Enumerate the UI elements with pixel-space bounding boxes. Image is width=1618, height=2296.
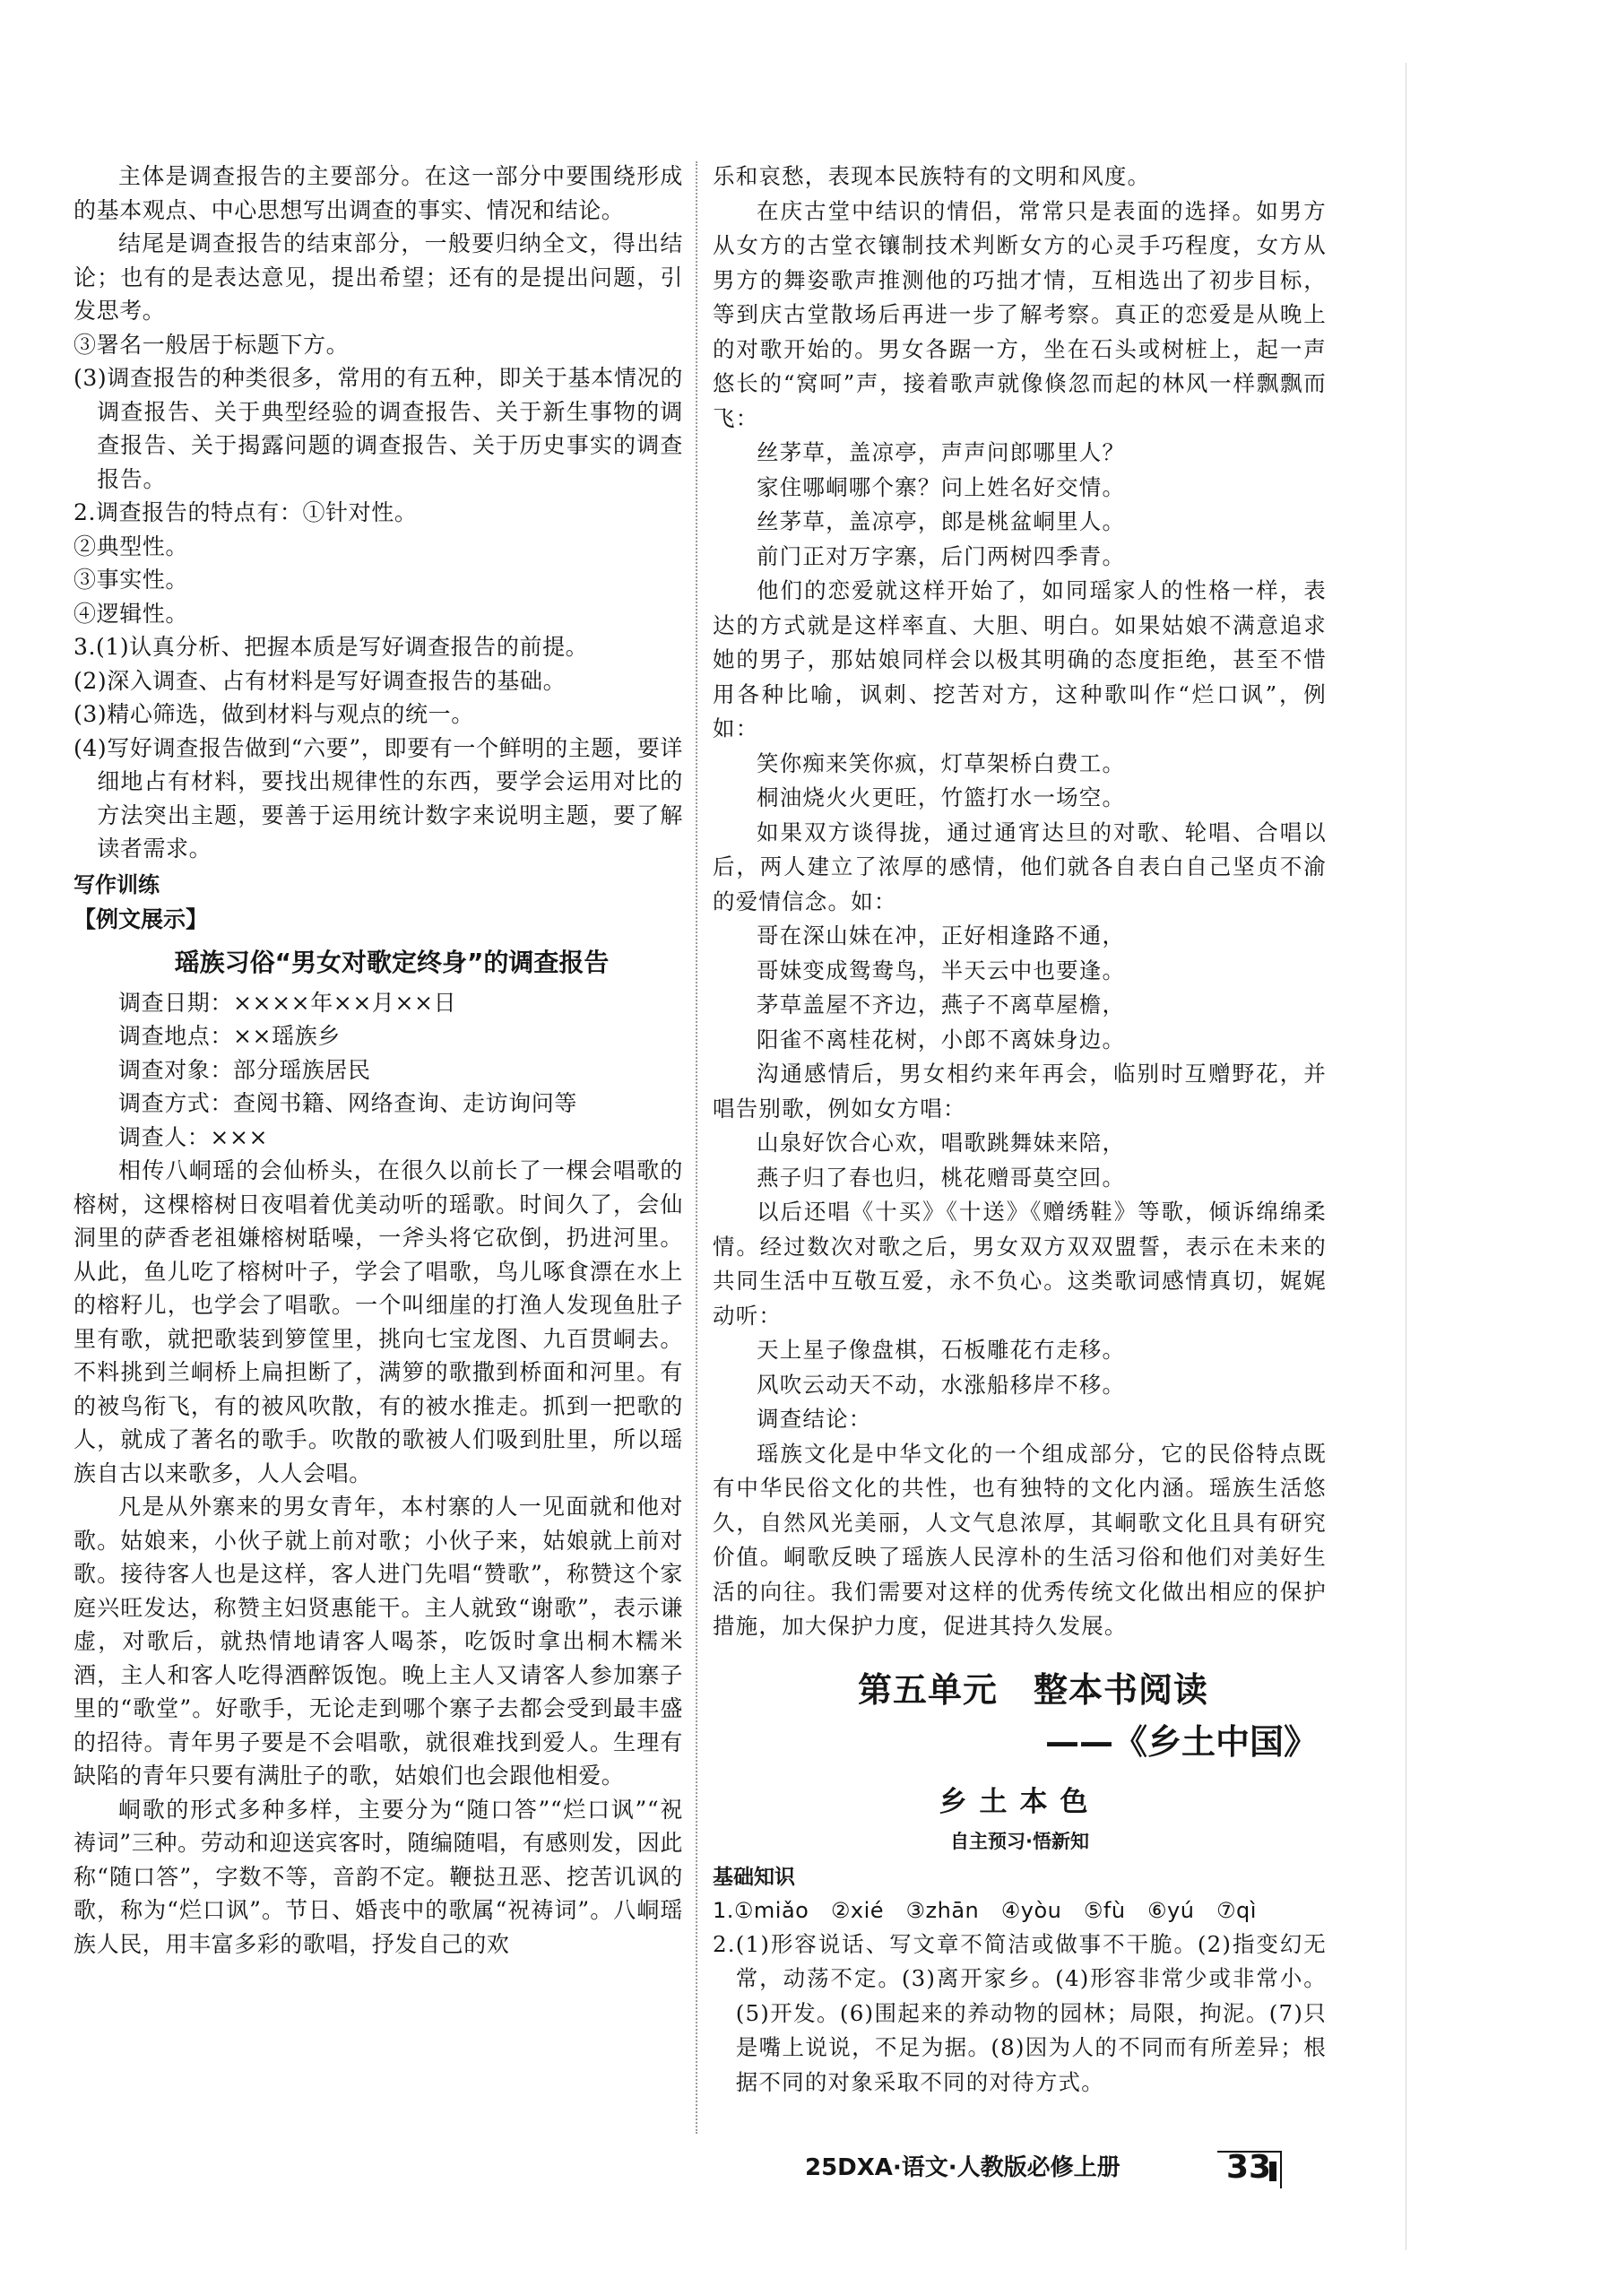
- self-study-heading: 自主预习·悟新知: [950, 1830, 1089, 1852]
- poem-line: 笑你痴来笑你疯，灯草架桥白费工。: [757, 749, 1126, 776]
- poem-line: 风吹云动天不动，水涨船移岸不移。: [757, 1371, 1126, 1398]
- unit-title-number: 第五单元: [857, 1669, 998, 1710]
- intro-paragraph-ending: 结尾是调查报告的结束部分，一般要归纳全文，得出结论；也有的是表达意见，提出希望；还有的是提出问题，引发思考。: [74, 230, 683, 324]
- essay-meta: 调查人：×××: [118, 1123, 269, 1150]
- basic-knowledge-heading: 基础知识: [713, 1865, 795, 1889]
- essay-paragraph-legend: 相传八峒瑶的会仙桥头，在很久以前长了一棵会唱歌的榕树，这棵榕树日夜唱着优美动听的瑶歌。时间久了，会仙洞里的萨香老祖嫌榕树聒噪，一斧头将它砍倒，扔进河里。从此，鱼儿吃了榕树叶子，学会了唱歌，鸟儿啄食漂在水上的榕籽儿，也学会了唱歌。一个叫细崖的打渔人发现鱼肚子里有歌，就把歌装到箩筐里，挑向七宝龙图、九百贯峒去。不料挑到兰峒桥上扁担断了，满箩的歌撒到桥面和河里。有的被鸟衔飞，有的被风吹散，有的被水推走。抓到一把歌的人，就成了著名的歌手。吹散的歌被人们吸到肚里，所以瑶族自古以来歌多，人人会唱。: [74, 1157, 683, 1486]
- essay-title: 瑶族习俗“男女对歌定终身”的调查报告: [174, 947, 610, 977]
- requirement-item: (3)精心筛选，做到材料与观点的统一。: [74, 701, 474, 727]
- requirement-item: (2)深入调查、占有材料是写好调查报告的基础。: [74, 667, 567, 694]
- signature-item: ③署名一般居于标题下方。: [74, 331, 350, 358]
- definition-answers: 2.(1)形容说话、写文章不简洁或做事不干脆。(2)指变幻无常，动荡不定。(3)离开家乡。(4)形容非常少或非常小。(5)开发。(6)围起来的养动物的园林；局限，拘泥。(7)只是嘴上说说，不足为据。(8)因为人的不同而有所差异；根据不同的对象采取不同的对待方式。: [713, 1930, 1327, 2095]
- essay-meta: 调查日期：××××年××月××日: [118, 989, 457, 1016]
- writing-training-heading: 写作训练: [74, 871, 160, 897]
- chapter-title: 乡土本色: [939, 1785, 1101, 1818]
- poem-line: 山泉好饮合心欢，唱歌跳舞妹来陪，: [757, 1130, 1126, 1156]
- requirement-item: 3.(1)认真分析、把握本质是写好调查报告的前提。: [74, 634, 589, 660]
- unit-subtitle: ——《乡土中国》: [1044, 1721, 1318, 1762]
- poem-line: 桐油烧火火更旺，竹篮打水一场空。: [757, 784, 1126, 810]
- right-column: [713, 160, 1327, 2100]
- feature-item: ②典型性。: [74, 533, 189, 559]
- poem-line: 哥在深山妹在冲，正好相逢路不通，: [757, 923, 1126, 949]
- requirement-item: (4)写好调查报告做到“六要”，即要有一个鲜明的主题，要详细地占有材料，要找出规律性的东西，要学会运用对比的方法突出主题，要善于运用统计数字来说明主题，要了解读者需求。: [74, 734, 683, 862]
- series-label: 25DXA·语文·人教版必修上册: [805, 2154, 1120, 2181]
- essay-paragraph-agree: 如果双方谈得拢，通过通宵达旦的对歌、轮唱、合唱以后，两人建立了浓厚的感情，他们就各自表白自己坚贞不渝的爱情信念。如：: [713, 819, 1327, 914]
- essay-paragraph-farewell: 沟通感情后，男女相约来年再会，临别时互赠野花，并唱告别歌，例如女方唱：: [713, 1061, 1327, 1122]
- essay-paragraph-love: 他们的恋爱就这样开始了，如同瑶家人的性格一样，表达的方式就是这样率直、大胆、明白。如果姑娘不满意追求她的男子，那姑娘同样会以极其明确的态度拒绝，甚至不惜用各种比喻，讽刺、挖苦对方，这种歌叫作“烂口讽”，例如：: [713, 577, 1327, 741]
- conclusion-label: 调查结论：: [757, 1406, 872, 1432]
- poem-line: 丝茅草，盖凉亭，声声问郎哪里人？: [757, 439, 1126, 465]
- poem-line: 丝茅草，盖凉亭，郎是桃盆峒里人。: [757, 508, 1126, 534]
- essay-meta: 调查方式：查阅书籍、网络查询、走访询问等: [118, 1090, 578, 1116]
- intro-paragraph-body: 主体是调查报告的主要部分。在这一部分中要围绕形成的基本观点、中心思想写出调查的事实、情况和结论。: [74, 163, 683, 223]
- feature-item: 2.调查报告的特点有：①针对性。: [74, 499, 418, 525]
- poem-line: 前门正对万字寨，后门两树四季青。: [757, 542, 1126, 569]
- essay-paragraph-customs: 凡是从外寨来的男女青年，本村寨的人一见面就和他对歌。姑娘来，小伙子就上前对歌；小伙子来，姑娘就上前对歌。接待客人也是这样，客人进门先唱“赞歌”，称赞这个家庭兴旺发达，称赞主妇贤惠能干。主人就致“谢歌”，表示谦虚，对歌后，就热情地请客人喝茶，吃饭时拿出桐木糯米酒，主人和客人吃得酒醉饭饱。晚上主人又请客人参加寨子里的“歌堂”。好歌手，无论走到哪个寨子去都会受到最丰盛的招待。青年男子要是不会唱歌，就很难找到爱人。生理有缺陷的青年只要有满肚子的歌，姑娘们也会跟他相爱。: [74, 1494, 683, 1789]
- essay-meta: 调查地点：××瑶族乡: [118, 1023, 341, 1049]
- page-footer: [805, 2145, 1307, 2190]
- essay-continuation: 乐和哀愁，表现本民族特有的文明和风度。: [713, 163, 1151, 189]
- feature-item: ④逻辑性。: [74, 600, 189, 627]
- poem-line: 天上星子像盘棋，石板雕花冇走移。: [757, 1337, 1126, 1363]
- unit-title: [740, 1664, 1327, 1716]
- example-tag: 【例文展示】: [74, 905, 209, 932]
- essay-paragraph-courtship: 在庆古堂中结识的情侣，常常只是表面的选择。如男方从女方的古堂衣镶制技术判断女方的心灵手巧程度，女方从男方的舞姿歌声推测他的巧拙才情，互相选出了初步目标，等到庆古堂散场后再进一步了解考察。真正的恋爱是从晚上的对歌开始的。男女各踞一方，坐在石头或树桩上，起一声悠长的“窝呵”声，接着歌声就像倏忽而起的林风一样飘飘而飞：: [713, 197, 1327, 431]
- poem-line: 茅草盖屋不齐边，燕子不离草屋檐，: [757, 992, 1126, 1018]
- report-types: (3)调查报告的种类很多，常用的有五种，即关于基本情况的调查报告、关于典型经验的调查报告、关于新生事物的调查报告、关于揭露问题的调查报告、关于历史事实的调查报告。: [74, 365, 683, 492]
- poem-line: 哥妹变成鸳鸯鸟，半天云中也要逢。: [757, 957, 1126, 983]
- column-divider: [696, 161, 697, 2134]
- poem-line: 阳雀不离桂花树，小郎不离妹身边。: [757, 1026, 1126, 1053]
- page-number: 33: [1226, 2149, 1272, 2186]
- unit-title-topic: 整本书阅读: [1034, 1669, 1209, 1710]
- essay-meta: 调查对象：部分瑶族居民: [118, 1056, 371, 1083]
- essay-conclusion: 瑶族文化是中华文化的一个组成部分，它的民俗特点既有中华民俗文化的共性，也有独特的文化内涵。瑶族生活悠久，自然风光美丽，人文气息浓厚，其峒歌文化且具有研究价值。峒歌反映了瑶族人民淳朴的生活习俗和他们对美好生活的向往。我们需要对这样的优秀传统文化做出相应的保护措施，加大保护力度，促进其持久发展。: [713, 1440, 1327, 1639]
- feature-item: ③事实性。: [74, 567, 189, 593]
- essay-paragraph-vows: 以后还唱《十买》《十送》《赠绣鞋》等歌，倾诉绵绵柔情。经过数次对歌之后，男女双方双双盟誓，表示在未来的共同生活中互敬互爱，永不负心。这类歌词感情真切，娓娓动听：: [713, 1199, 1327, 1329]
- pinyin-answers: 1.①miǎo ②xié ③zhān ④yòu ⑤fù ⑥yú ⑦qì: [713, 1897, 1257, 1923]
- poem-line: 家住哪峒哪个寨？问上姓名好交情。: [757, 473, 1126, 500]
- poem-line: 燕子归了春也归，桃花赠哥莫空回。: [757, 1164, 1126, 1191]
- essay-paragraph-forms: 峒歌的形式多种多样，主要分为“随口答”“烂口讽”“祝祷词”三种。劳动和迎送宾客时，随编随唱，有感则发，因此称“随口答”，字数不等，音韵不定。鞭挞丑恶、挖苦讥讽的歌，称为“烂口讽”。节日、婚丧中的歌属“祝祷词”。八峒瑶族人民，用丰富多彩的歌唱，抒发自己的欢: [74, 1796, 683, 1957]
- left-column: [74, 160, 683, 1961]
